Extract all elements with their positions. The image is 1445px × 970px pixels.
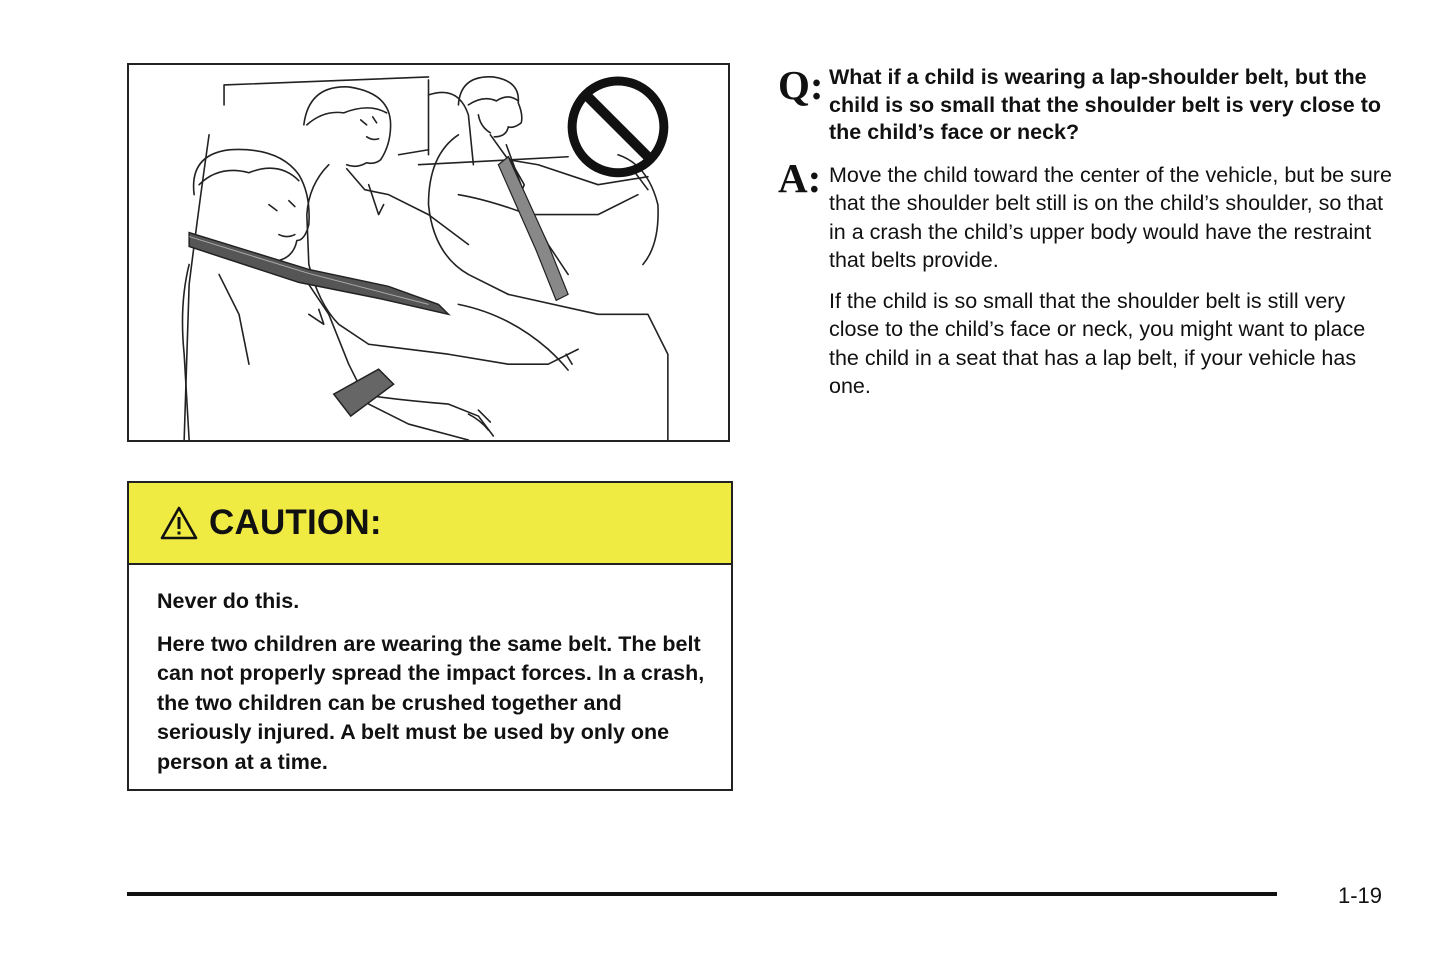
caution-box (127, 481, 733, 791)
answer-block (778, 154, 1398, 275)
answer-label: A: (778, 154, 822, 201)
qa-section (778, 60, 1398, 401)
page-number: 1-19 (1338, 883, 1383, 908)
question-block (778, 64, 1398, 147)
answer-followup-text: If the child is so small that the shoulder belt is still very close to the child’s face or neck, you might want to place the child in a seat that has a lap belt, if your vehicle has one. (829, 288, 1366, 398)
caution-header (129, 483, 731, 565)
caution-body (129, 565, 731, 777)
question-text: What if a child is wearing a lap-shoulder belt, but the child is so small that the shoulder belt is very close to the child’s face or neck? (829, 65, 1381, 144)
footer-rule (127, 892, 1277, 896)
no-symbol-icon (572, 81, 664, 173)
illustration-panel (127, 63, 730, 442)
caution-title: CAUTION: (209, 503, 382, 542)
two-children-one-belt-illustration (129, 65, 728, 440)
caution-paragraph: Never do this. (157, 589, 300, 613)
warning-triangle-icon (159, 505, 199, 541)
caution-paragraph: Here two children are wearing the same belt. The belt can not properly spread the impact forces. In a crash, the two children can be crushed together and seriously injured. A belt must be used by only one person at a time. (157, 631, 705, 774)
question-label: Q: (778, 62, 824, 108)
answer-text: Move the child toward the center of the vehicle, but be sure that the shoulder belt still is on the child’s shoulder, so that in a crash the child’s upper body would have the restraint that belts provide. (829, 162, 1392, 272)
